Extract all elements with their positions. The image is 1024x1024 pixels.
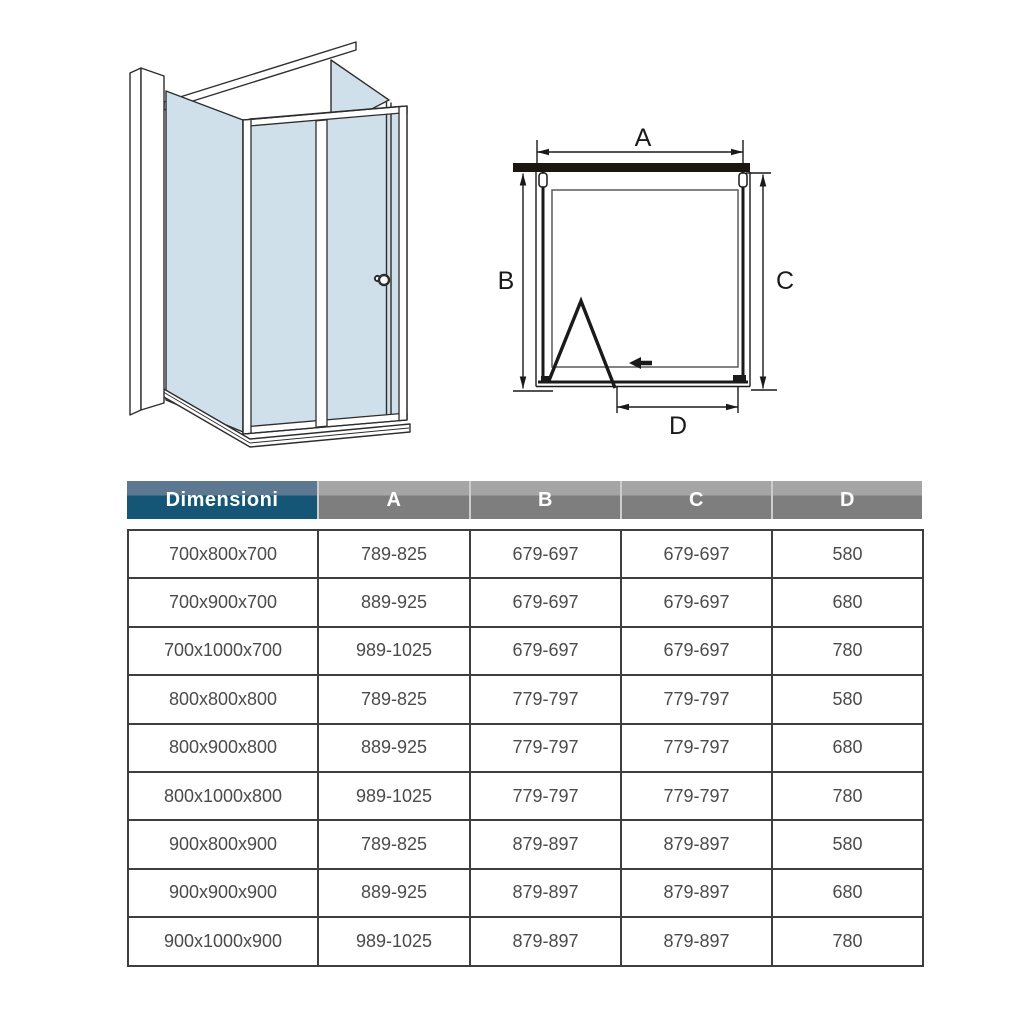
table-row xyxy=(128,724,923,772)
table-row xyxy=(128,772,923,820)
cell-dimension: 900x800x900 xyxy=(128,820,318,868)
cell-value: 679-697 xyxy=(621,578,772,626)
cell-value: 889-925 xyxy=(318,724,470,772)
cell-dimension: 800x800x800 xyxy=(128,675,318,723)
corner-block-right xyxy=(733,375,746,383)
cell-value: 789-825 xyxy=(318,530,470,578)
cell-dimension: 700x800x700 xyxy=(128,530,318,578)
table-row xyxy=(128,578,923,626)
cell-value: 989-1025 xyxy=(318,772,470,820)
table-row xyxy=(128,530,923,578)
bifold-mullion xyxy=(316,120,327,427)
cell-value: 779-797 xyxy=(470,724,621,772)
wall-profile xyxy=(130,68,164,415)
cell-value: 889-925 xyxy=(318,578,470,626)
shower-enclosure-3d-diagram xyxy=(100,18,460,463)
cell-value: 780 xyxy=(772,917,923,965)
cell-value: 879-897 xyxy=(621,917,772,965)
cell-dimension: 800x1000x800 xyxy=(128,772,318,820)
cell-value: 879-897 xyxy=(470,917,621,965)
cell-dimension: 700x900x700 xyxy=(128,578,318,626)
cell-value: 779-797 xyxy=(621,772,772,820)
cell-value: 879-897 xyxy=(621,869,772,917)
top-rail-back xyxy=(164,42,356,110)
cell-value: 779-797 xyxy=(470,675,621,723)
cell-value: 679-697 xyxy=(621,627,772,675)
dimensions-table xyxy=(127,529,924,967)
wall-mount-profile-right xyxy=(739,173,747,187)
cell-value: 879-897 xyxy=(621,820,772,868)
tray-inner-outline xyxy=(552,190,738,367)
dim-label-a: A xyxy=(634,124,652,152)
dimensions-table-body xyxy=(128,530,923,966)
table-header-d: D xyxy=(771,481,922,519)
bifold-door-open xyxy=(548,301,615,388)
cell-value: 879-897 xyxy=(470,869,621,917)
cell-value: 680 xyxy=(772,578,923,626)
cell-value: 679-697 xyxy=(621,530,772,578)
cell-value: 580 xyxy=(772,530,923,578)
table-row xyxy=(128,820,923,868)
cell-dimension: 800x900x800 xyxy=(128,724,318,772)
side-glass-panel xyxy=(166,91,243,432)
dim-label-c: C xyxy=(775,267,795,295)
cell-value: 779-797 xyxy=(470,772,621,820)
cell-value: 680 xyxy=(772,869,923,917)
cell-value: 789-825 xyxy=(318,820,470,868)
cell-value: 680 xyxy=(772,724,923,772)
cell-dimension: 700x1000x700 xyxy=(128,627,318,675)
cell-value: 989-1025 xyxy=(318,917,470,965)
cell-value: 679-697 xyxy=(470,578,621,626)
table-row xyxy=(128,675,923,723)
cell-value: 679-697 xyxy=(470,530,621,578)
cell-value: 780 xyxy=(772,772,923,820)
table-header-a: A xyxy=(317,481,469,519)
dimension-arrow-d xyxy=(617,387,738,413)
table-header-dimensioni: Dimensioni xyxy=(127,481,317,519)
cell-value: 779-797 xyxy=(621,724,772,772)
dim-label-d: D xyxy=(668,412,688,440)
enclosure-frame xyxy=(536,172,750,387)
table-row xyxy=(128,917,923,965)
cell-dimension: 900x1000x900 xyxy=(128,917,318,965)
cell-value: 580 xyxy=(772,820,923,868)
cell-value: 879-897 xyxy=(470,820,621,868)
table-header-c: C xyxy=(620,481,771,519)
cell-value: 779-797 xyxy=(621,675,772,723)
wall-bar xyxy=(513,163,750,172)
cell-value: 789-825 xyxy=(318,675,470,723)
cell-value: 989-1025 xyxy=(318,627,470,675)
cell-value: 679-697 xyxy=(470,627,621,675)
table-header-b: B xyxy=(469,481,620,519)
table-header-row xyxy=(127,481,922,519)
cell-value: 580 xyxy=(772,675,923,723)
dimension-arrow-b xyxy=(513,174,553,392)
wall-mount-profile-left xyxy=(539,173,547,187)
shower-enclosure-top-view-diagram xyxy=(480,110,810,450)
cell-value: 780 xyxy=(772,627,923,675)
dim-label-b: B xyxy=(497,267,515,295)
cell-dimension: 900x900x900 xyxy=(128,869,318,917)
table-row xyxy=(128,627,923,675)
cell-value: 889-925 xyxy=(318,869,470,917)
table-row xyxy=(128,869,923,917)
